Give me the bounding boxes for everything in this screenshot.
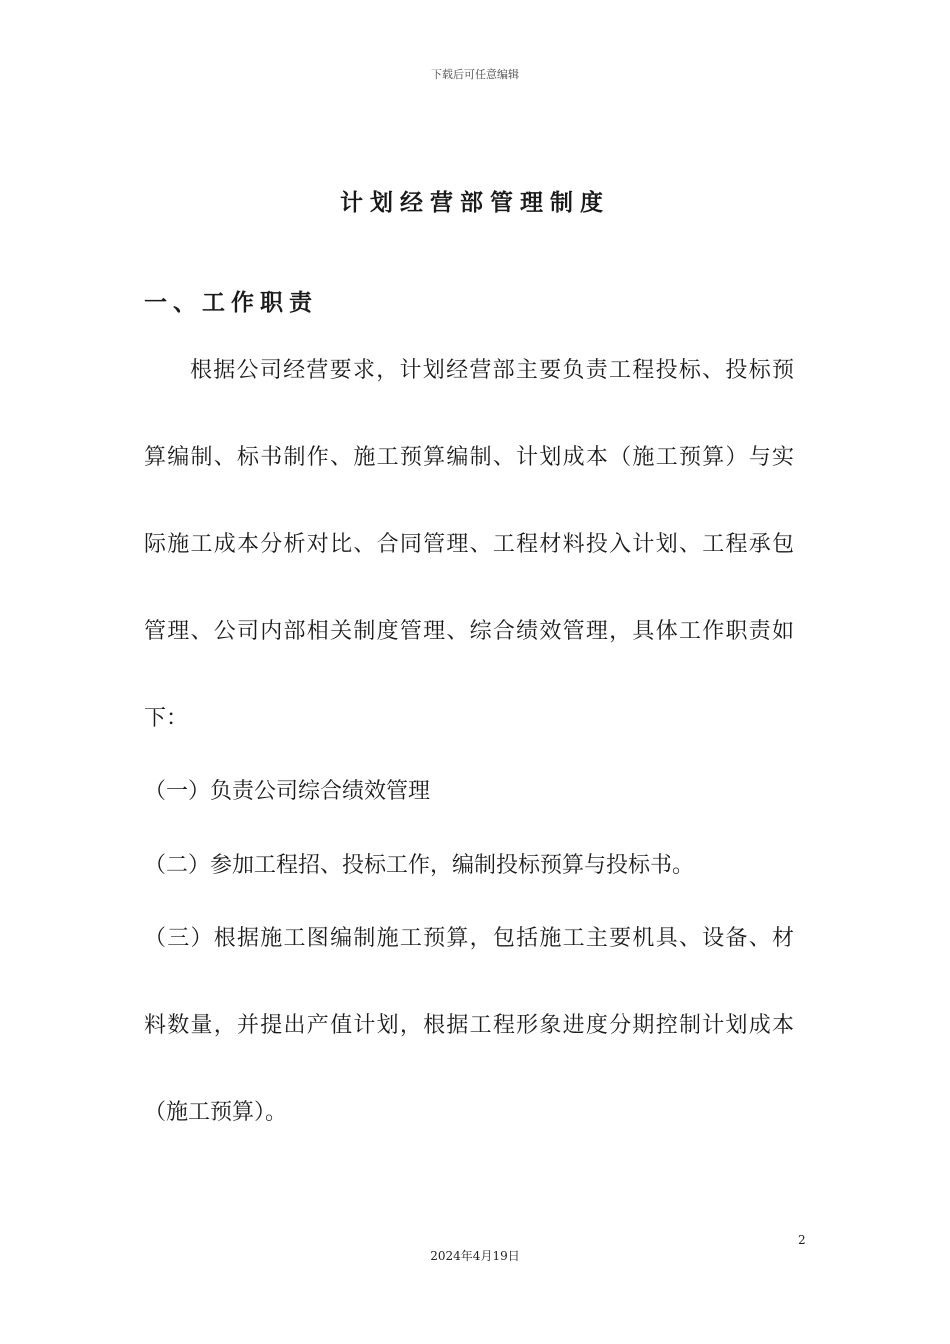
header-note: 下载后可任意编辑 — [431, 68, 519, 81]
item3-line-1: （三）根据施工图编制施工预算，包括施工主要机具、设备、材 — [144, 926, 794, 951]
list-item-3 — [144, 895, 794, 1156]
item3-line-3: （施工预算）。 — [144, 1100, 288, 1125]
item3-line-2: 料数量，并提出产值计划，根据工程形象进度分期控制计划成本 — [144, 1013, 794, 1038]
intro-line-5: 下： — [144, 706, 189, 731]
intro-line-4: 管理、公司内部相关制度管理、综合绩效管理，具体工作职责如 — [144, 619, 794, 644]
intro-paragraph — [144, 327, 794, 762]
intro-line-1: 根据公司经营要求，计划经营部主要负责工程投标、投标预 — [190, 358, 794, 383]
section-heading: 一、工作职责 — [144, 290, 318, 316]
page-number: 2 — [798, 1233, 806, 1247]
document-title: 计划经营部管理制度 — [340, 190, 610, 216]
list-item-1: （一）负责公司综合绩效管理 — [144, 779, 431, 804]
footer-date: 2024年4月19日 — [430, 1249, 520, 1263]
intro-line-3: 际施工成本分析对比、合同管理、工程材料投入计划、工程承包 — [144, 532, 794, 557]
list-item-2: （二）参加工程招、投标工作，编制投标预算与投标书。 — [144, 853, 695, 878]
intro-line-2: 算编制、标书制作、施工预算编制、计划成本（施工预算）与实 — [144, 445, 794, 470]
